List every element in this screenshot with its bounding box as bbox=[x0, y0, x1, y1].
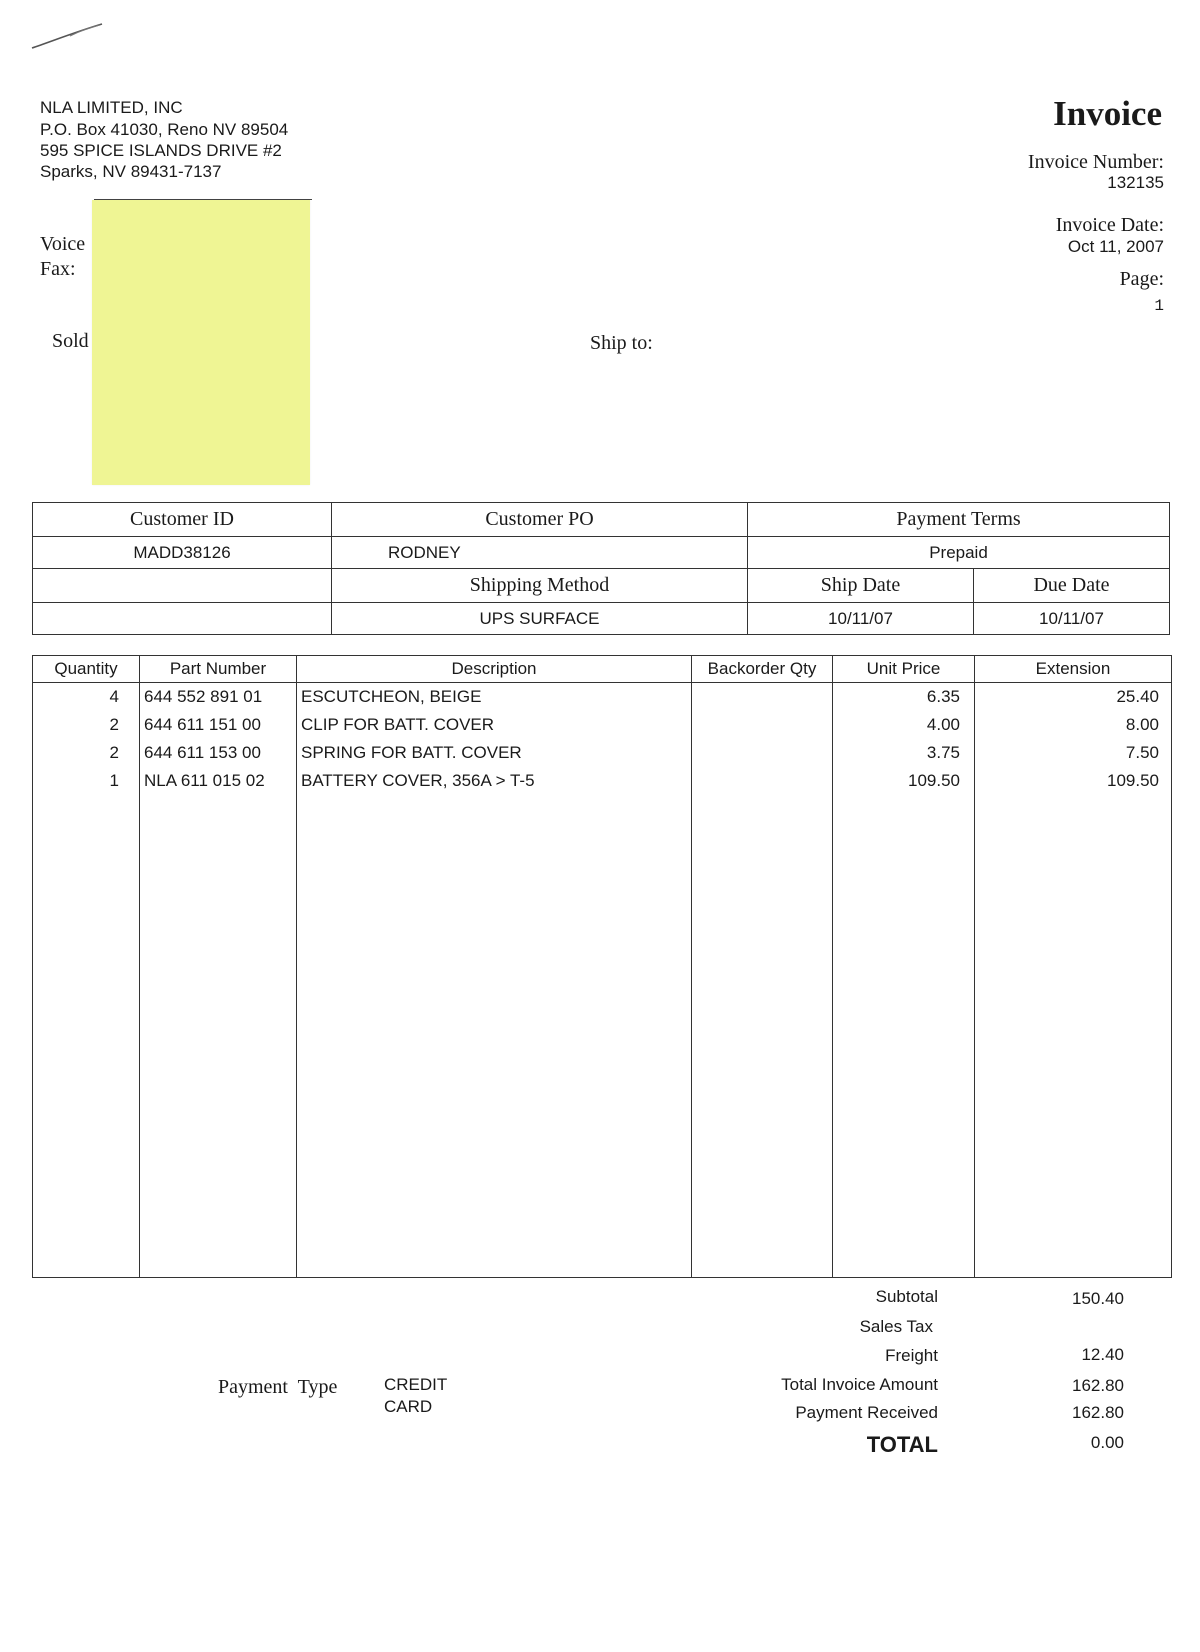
payment-terms-header: Payment Terms bbox=[748, 503, 1170, 537]
payment-type-label: Payment Type bbox=[218, 1376, 338, 1398]
pen-stroke-mark bbox=[30, 18, 110, 54]
extension-header: Extension bbox=[975, 656, 1172, 683]
table-row bbox=[33, 767, 1172, 795]
row-part-number: NLA 611 015 02 bbox=[140, 767, 297, 795]
sales-tax-label: Sales Tax bbox=[859, 1317, 933, 1336]
company-name: NLA LIMITED, INC bbox=[40, 98, 183, 117]
row-unit-price: 6.35 bbox=[833, 683, 975, 712]
row-extension: 7.50 bbox=[975, 739, 1172, 767]
payment-type-line1: CREDIT bbox=[384, 1375, 448, 1394]
row-unit-price: 4.00 bbox=[833, 711, 975, 739]
row-part-number: 644 611 153 00 bbox=[140, 739, 297, 767]
blank-header-cell bbox=[33, 569, 332, 603]
freight-label: Freight bbox=[885, 1346, 938, 1365]
invoice-date: Oct 11, 2007 bbox=[1067, 237, 1164, 256]
ship-to-label: Ship to: bbox=[590, 332, 653, 354]
customer-id-header: Customer ID bbox=[33, 503, 332, 537]
row-extension: 8.00 bbox=[975, 711, 1172, 739]
customer-id-value: MADD38126 bbox=[33, 537, 332, 569]
due-date-value: 10/11/07 bbox=[974, 603, 1170, 635]
row-extension: 109.50 bbox=[975, 767, 1172, 795]
payment-terms-value: Prepaid bbox=[748, 537, 1170, 569]
row-backorder-qty bbox=[692, 739, 833, 767]
row-description: CLIP FOR BATT. COVER bbox=[297, 711, 692, 739]
subtotal-value: 150.40 bbox=[1072, 1289, 1124, 1308]
invoice-number: 132135 bbox=[1107, 173, 1164, 192]
unit-price-header: Unit Price bbox=[833, 656, 975, 683]
total-invoice-value: 162.80 bbox=[1072, 1376, 1124, 1395]
row-description: SPRING FOR BATT. COVER bbox=[297, 739, 692, 767]
table-row bbox=[33, 711, 1172, 739]
payment-type-line2: CARD bbox=[384, 1397, 433, 1416]
page-label: Page: bbox=[1119, 268, 1164, 290]
shipping-method-value: UPS SURFACE bbox=[332, 603, 748, 635]
fax-label: Fax: bbox=[40, 258, 76, 280]
part-number-header: Part Number bbox=[140, 656, 297, 683]
total-invoice-label: Total Invoice Amount bbox=[781, 1375, 938, 1394]
table-row bbox=[33, 739, 1172, 767]
row-extension: 25.40 bbox=[975, 683, 1172, 712]
company-po-box: P.O. Box 41030, Reno NV 89504 bbox=[40, 120, 289, 139]
row-quantity: 2 bbox=[33, 739, 140, 767]
order-info-table bbox=[32, 502, 1170, 635]
voice-label: Voice bbox=[40, 233, 86, 255]
ship-date-header: Ship Date bbox=[748, 569, 974, 603]
company-city: Sparks, NV 89431-7137 bbox=[40, 162, 222, 181]
payment-received-value: 162.80 bbox=[1072, 1403, 1124, 1422]
table-empty-space bbox=[33, 795, 1172, 1278]
line-items-table bbox=[32, 655, 1172, 1278]
invoice-title: Invoice bbox=[1053, 94, 1162, 133]
backorder-qty-header: Backorder Qty bbox=[692, 656, 833, 683]
payment-received-label: Payment Received bbox=[795, 1403, 938, 1422]
total-value: 0.00 bbox=[1090, 1433, 1124, 1452]
page-number: 1 bbox=[1154, 297, 1164, 315]
row-unit-price: 109.50 bbox=[833, 767, 975, 795]
ship-date-value: 10/11/07 bbox=[748, 603, 974, 635]
invoice-date-label: Invoice Date: bbox=[1055, 214, 1164, 236]
row-quantity: 1 bbox=[33, 767, 140, 795]
blank-value-cell bbox=[33, 603, 332, 635]
row-quantity: 2 bbox=[33, 711, 140, 739]
customer-po-header: Customer PO bbox=[332, 503, 748, 537]
row-backorder-qty bbox=[692, 767, 833, 795]
row-unit-price: 3.75 bbox=[833, 739, 975, 767]
row-part-number: 644 552 891 01 bbox=[140, 683, 297, 712]
row-backorder-qty bbox=[692, 711, 833, 739]
description-header: Description bbox=[297, 656, 692, 683]
customer-po-value: RODNEY bbox=[332, 537, 748, 569]
sticky-note bbox=[92, 200, 310, 485]
invoice-number-label: Invoice Number: bbox=[1027, 151, 1164, 173]
shipping-method-header: Shipping Method bbox=[332, 569, 748, 603]
sold-to-label: Sold bbox=[52, 330, 89, 352]
row-description: ESCUTCHEON, BEIGE bbox=[297, 683, 692, 712]
company-street: 595 SPICE ISLANDS DRIVE #2 bbox=[40, 141, 282, 160]
table-row bbox=[33, 683, 1172, 712]
freight-value: 12.40 bbox=[1081, 1345, 1124, 1364]
quantity-header: Quantity bbox=[33, 656, 140, 683]
due-date-header: Due Date bbox=[974, 569, 1170, 603]
row-part-number: 644 611 151 00 bbox=[140, 711, 297, 739]
row-description: BATTERY COVER, 356A > T-5 bbox=[297, 767, 692, 795]
row-backorder-qty bbox=[692, 683, 833, 712]
row-quantity: 4 bbox=[33, 683, 140, 712]
subtotal-label: Subtotal bbox=[875, 1287, 938, 1306]
total-label: TOTAL bbox=[866, 1432, 938, 1457]
